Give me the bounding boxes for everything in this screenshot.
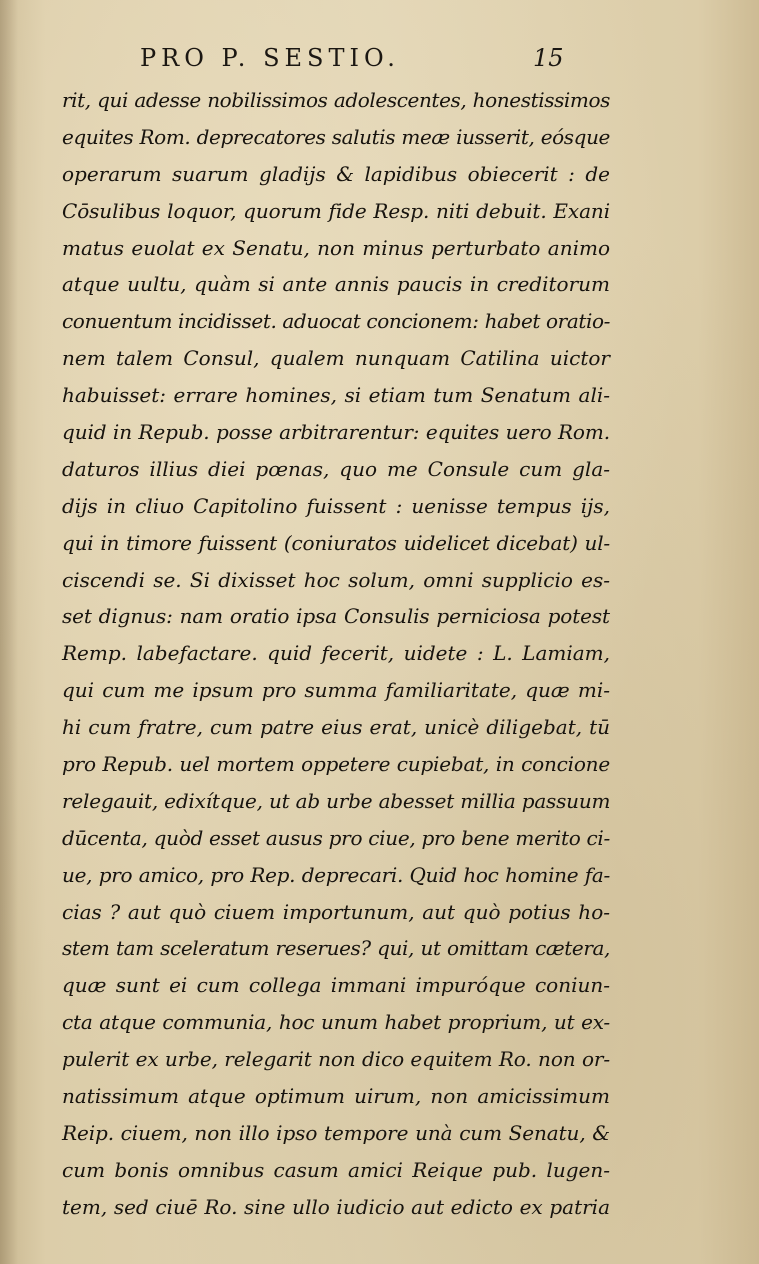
text-line: Remp. labefactare. quid fecerit, uidete : L. Lamiam, <box>62 641 610 666</box>
text-line: conuentum incidisset. aduocat concionem: habet oratio- <box>62 309 610 334</box>
text-line: dijs in cliuo Capitolino fuissent : uenisse tempus ijs, <box>62 493 610 518</box>
text-line: tem, sed ciuē Ro. sine ullo iudicio aut edicto ex patria <box>62 1194 610 1219</box>
text-line: quid in Repub. posse arbitrarentur: equites uero Rom. <box>62 420 610 445</box>
text-line: operarum suarum gladijs & lapidibus obiecerit : de <box>62 161 610 186</box>
text-line: atque uultu, quàm si ante annis paucis in creditorum <box>62 272 610 297</box>
text-line: dūcenta, quòd esset ausus pro ciue, pro bene merito ci- <box>62 825 610 850</box>
text-line: matus euolat ex Senatu, non minus perturbato animo <box>62 235 610 260</box>
text-line: Reip. ciuem, non illo ipso tempore unà cum Senatu, & <box>62 1120 610 1145</box>
text-line: rit, qui adesse nobilissimos adolescentes, honestissimos <box>62 88 610 112</box>
body-text <box>62 82 610 1226</box>
text-line: pro Repub. uel mortem oppetere cupiebat, in concione <box>62 752 610 777</box>
text-line: qui in timore fuissent (coniuratos uidelicet dicebat) ul- <box>62 530 610 555</box>
text-line: stem tam sceleratum reserues? qui, ut omittam cætera, <box>62 936 610 961</box>
text-line: hi cum fratre, cum patre eius erat, unicè diligebat, tū <box>62 715 610 740</box>
text-line: qui cum me ipsum pro summa familiaritate, quæ mi- <box>62 678 610 703</box>
text-line: relegauit, edixítque, ut ab urbe abesset millia passuum <box>62 788 611 813</box>
text-line: natissimum atque optimum uirum, non amicissimum <box>62 1084 610 1109</box>
gutter-shadow <box>0 0 18 1264</box>
text-line: cum bonis omnibus casum amici Reique pub. lugen- <box>62 1157 610 1182</box>
text-line: nem talem Consul, qualem nunquam Catilina uictor <box>62 346 610 371</box>
page-number: 15 <box>533 44 564 72</box>
text-line: ciscendi se. Si dixisset hoc solum, omni supplicio es- <box>62 567 610 592</box>
text-line: cias ? aut quò ciuem importunum, aut quò potius ho- <box>62 899 610 924</box>
text-line: set dignus: nam oratio ipsa Consulis perniciosa potest <box>62 604 610 629</box>
text-line: habuisset: errare homines, si etiam tum Senatum ali- <box>62 383 610 408</box>
running-title: PRO P. SESTIO. <box>140 44 400 72</box>
text-line: quæ sunt ei cum collega immani impuróque coniun- <box>62 973 610 998</box>
text-line: equites Rom. deprecatores salutis meæ iusserit, eósque <box>62 124 610 149</box>
page-header <box>0 44 759 80</box>
text-line: cta atque communia, hoc unum habet proprium, ut ex- <box>62 1010 610 1035</box>
text-line: daturos illius diei pœnas, quo me Consule cum gla- <box>62 456 610 481</box>
text-line: pulerit ex urbe, relegarit non dico equitem Ro. non or- <box>62 1047 610 1072</box>
text-line: Cōsulibus loquor, quorum fide Resp. niti debuit. Exani <box>62 198 610 223</box>
text-line: ue, pro amico, pro Rep. deprecari. Quid hoc homine fa- <box>62 862 610 887</box>
